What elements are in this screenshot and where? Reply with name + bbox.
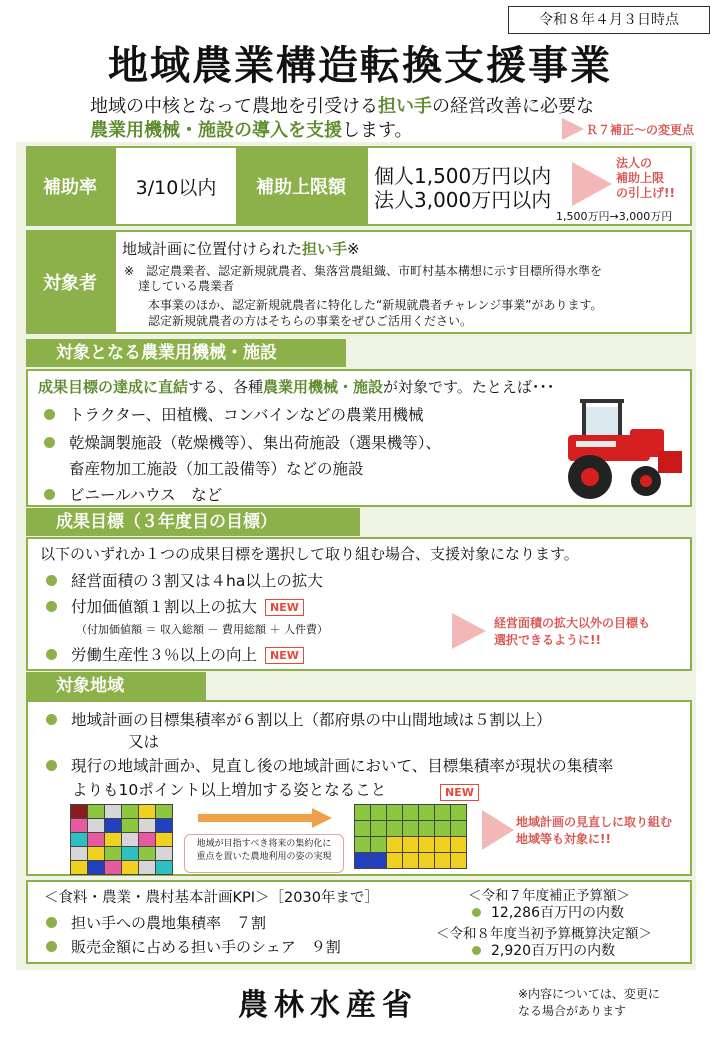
kpi-title: ＜食料・農業・農村基本計画KPI＞［2030年まで］ [44, 890, 379, 906]
area-box [26, 700, 692, 876]
subtitle-text: します。 [342, 120, 413, 141]
area-caption-line: 地域が目指すべき将来の集約化に [196, 839, 332, 849]
budget1-value [472, 902, 624, 922]
bullet-icon [46, 760, 57, 771]
budget2-title: ＜令和８年度当初予算概算決定額＞ [436, 926, 652, 942]
page-title: 地域農業構造転換支援事業 [108, 43, 612, 89]
list-item [44, 483, 222, 505]
goals-box [26, 537, 692, 671]
change-note [562, 118, 694, 140]
target-emphasis: 担い手 [302, 240, 348, 258]
machines-emphasis: 成果目標の達成に直結 [38, 378, 189, 396]
limit-box [366, 146, 692, 226]
goals-header: 成果目標（３年度目の目標） [26, 508, 360, 536]
area-caption [184, 834, 344, 873]
bullet-icon [44, 489, 55, 500]
arrow-right-icon [572, 162, 612, 206]
goals-intro: 以下のいずれか１つの成果目標を選択して取り組む場合、支援対象になります。 [40, 545, 579, 563]
budget-value-text: 2,920百万円の内数 [491, 943, 616, 959]
list-item-text: 地域計画の目標集積率が６割以上（都府県の中山間地域は５割以上） [71, 711, 552, 729]
list-item [46, 708, 552, 730]
area-note-line: 地域等も対象に!! [516, 832, 611, 846]
machines-box [26, 369, 692, 507]
goals-note-line: 経営面積の拡大以外の目標も [494, 616, 651, 630]
machines-intro [38, 376, 554, 397]
list-item-text: 担い手への農地集積率 ７割 [71, 914, 267, 932]
subtitle-emphasis: 担い手 [378, 96, 432, 117]
bullet-icon [46, 601, 57, 612]
list-item-text: 販売金額に占める担い手のシェア ９割 [71, 938, 341, 956]
land-grid-after [354, 804, 467, 869]
bullet-icon [46, 649, 57, 660]
bullet-icon [44, 409, 55, 420]
subtitle-emphasis: 農業用機械・施設の導入を支援 [90, 120, 342, 141]
list-item [46, 754, 613, 776]
area-caption-line: 重点を置いた農地利用の姿の実現 [196, 852, 332, 862]
machines-text: が対象です。たとえば･･･ [383, 378, 555, 396]
list-item [46, 643, 304, 665]
rate-value: 3/10以内 [114, 146, 238, 226]
list-item [46, 569, 323, 591]
area-note [516, 814, 672, 848]
list-item-text: 労働生産性３％以上の向上 [71, 646, 258, 664]
subtitle-text: 地域の中核となって農地を引受ける [90, 96, 378, 117]
limit-label: 補助上限額 [236, 146, 366, 226]
arrow-right-icon [562, 118, 584, 140]
area-header: 対象地域 [26, 672, 206, 700]
rate-label: 補助率 [26, 146, 114, 226]
budget-value-text: 12,286百万円の内数 [491, 905, 624, 921]
list-item [44, 403, 424, 425]
budget2-value [472, 940, 615, 960]
machines-header: 対象となる農業用機械・施設 [26, 339, 346, 367]
target-box [114, 230, 692, 334]
bullet-icon [46, 714, 57, 725]
change-note-label: Ｒ７補正～の変更点 [586, 122, 695, 137]
list-item [46, 912, 266, 933]
target-label: 対象者 [26, 230, 114, 334]
new-badge: NEW [265, 599, 304, 616]
list-item-text: ビニールハウス など [69, 486, 223, 504]
list-item-text: 付加価値額１割以上の拡大 [71, 598, 258, 616]
arrow-right-icon [452, 613, 486, 649]
bullet-icon [46, 917, 57, 928]
subtitle-text: の経営改善に必要な [432, 96, 594, 117]
target-line1 [122, 238, 360, 259]
goals-note-line: 選択できるように!! [494, 633, 601, 647]
limit-note-line: 法人の [616, 156, 653, 170]
ministry-logo: 農林水産省 [238, 988, 418, 1023]
list-item-text: 乾燥調製施設（乾燥機等）、集出荷施設（選果機等）、 [69, 434, 442, 452]
footer-note-line: ※内容については、変更に [518, 987, 660, 1001]
goals-note [494, 615, 650, 649]
area-note-line: 地域計画の見直しに取り組む [516, 815, 673, 829]
tractor-icon [546, 395, 686, 503]
arrow-right-icon [198, 808, 332, 828]
bullet-icon [46, 941, 57, 952]
arrow-right-icon [482, 810, 514, 850]
land-grid-before [70, 804, 173, 875]
machines-emphasis: 農業用機械・施設 [263, 378, 384, 396]
bullet-icon [472, 908, 481, 917]
limit-change: 1,500万円→3,000万円 [556, 210, 673, 223]
target-mark: ※ [347, 240, 360, 258]
date-stamp: 令和８年４月３日時点 [508, 6, 710, 34]
list-item [69, 457, 364, 479]
kpi-box [26, 880, 692, 964]
target-note: ※ 認定農業者、認定新規就農者、集落営農組織、市町村基本構想に示す目標所得水準を [124, 264, 603, 278]
list-item-continued: よりも10ポイント以上増加する姿となること [72, 781, 387, 799]
bullet-icon [44, 437, 55, 448]
new-badge: NEW [265, 647, 304, 664]
subtitle-line1 [90, 92, 594, 118]
footer-note [518, 986, 660, 1020]
limit-note-line: 補助上限 [616, 171, 665, 185]
area-or: 又は [128, 733, 160, 751]
target-note: 認定新規就農者の方はそちらの事業をぜひご活用ください。 [148, 314, 473, 328]
limit-individual: 個人1,500万円以内 [374, 164, 552, 188]
list-item-text: 経営面積の３割又は４ha以上の拡大 [71, 572, 323, 590]
limit-note [616, 156, 675, 201]
footer-note-line: なる場合があります [518, 1004, 627, 1018]
list-item-text: 現行の地域計画か、見直し後の地域計画において、目標集積率が現状の集積率 [71, 757, 614, 775]
machines-text: する、各種 [188, 378, 264, 396]
list-item [46, 595, 304, 617]
list-item [44, 431, 441, 453]
subtitle-line2 [90, 116, 413, 142]
list-item [46, 936, 341, 957]
bullet-icon [46, 575, 57, 586]
limit-note-line: の引上げ!! [616, 186, 675, 200]
target-text: 地域計画に位置付けられた [122, 240, 303, 258]
target-note: 達している農業者 [138, 279, 235, 293]
formula: （付加価値額 ＝ 収入総額 － 費用総額 ＋ 人件費） [76, 623, 328, 636]
bullet-icon [472, 946, 481, 955]
limit-corporate: 法人3,000万円以内 [374, 188, 552, 212]
new-badge: NEW [440, 784, 479, 801]
list-item-text: トラクター、田植機、コンバインなどの農業用機械 [69, 406, 424, 424]
budget1-title: ＜令和７年度補正予算額＞ [468, 888, 630, 904]
target-note: 本事業のほか、認定新規就農者に特化した“新規就農者チャレンジ事業”があります。 [148, 298, 603, 312]
list-item-text: 畜産物加工施設（加工設備等）などの施設 [69, 460, 364, 478]
